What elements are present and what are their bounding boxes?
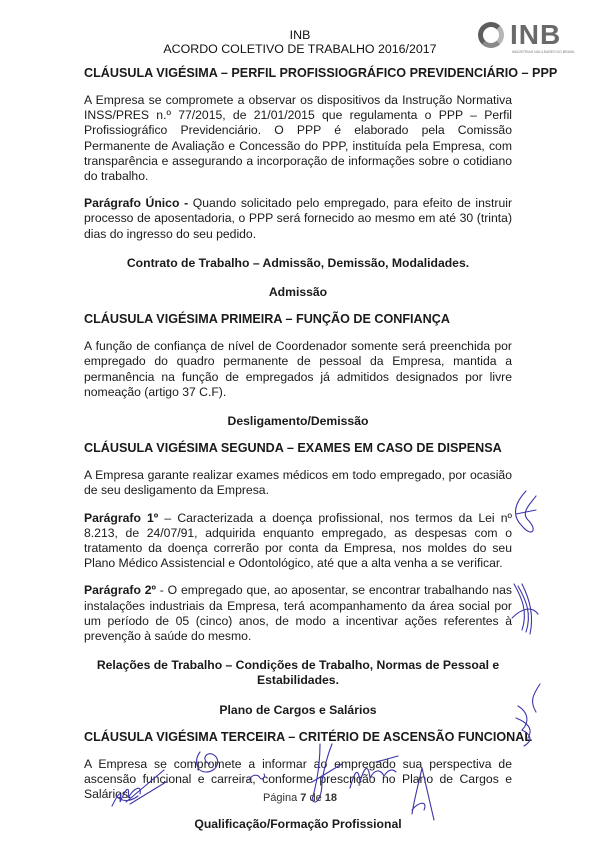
- clause-23-body: A Empresa se compromete a informar ao empregado sua perspectiva de ascensão funcional e carreira, conforme prescrição no Plano de Cargos e Salários.: [84, 756, 512, 802]
- clause-22-paragraph-1: [84, 511, 512, 572]
- header-org: INB: [289, 28, 311, 42]
- clause-22-paragraph-2: [84, 583, 512, 644]
- page-total: 18: [324, 792, 338, 804]
- page-footer: [0, 792, 600, 804]
- document-body: [84, 64, 558, 832]
- clause-20-body: A Empresa se compromete a observar os dispositivos da Instrução Normativa INSS/PRES n.º 77/2015, de 21/01/2015 que regulamenta o PPP – Perfil Profissiográfico Previdenciário. O PPP é elaborado pela Comissão Permanente de Avaliação e Concessão do PPP, instituída pela Empresa, com transparência e assegurando a incorporação de informações sobre o cotidiano do trabalho.: [84, 93, 512, 184]
- paragraph-label: Parágrafo Único -: [84, 196, 189, 211]
- paragraph-text: – Caracterizada a doença profissional, nos termos da Lei nº 8.213, de 24/07/91, adquirida enquanto empregado, as despesas com o tratamento da doença correrão por conta da Empresa, nos moldes do seu Plano Médico Assistencial e Odontológico, até que a alta venha a se verificar.: [84, 510, 512, 571]
- inb-logo: [478, 18, 596, 58]
- heading-contract: Contrato de Trabalho – Admissão, Demissão, Modalidades.: [126, 255, 470, 270]
- clause-22-body: A Empresa garante realizar exames médicos em todo empregado, por ocasião de seu desligamento da Empresa.: [84, 468, 512, 498]
- signature-initials-1: [506, 486, 546, 546]
- clause-22-title: CLÁUSULA VIGÉSIMA SEGUNDA – EXAMES EM CASO DE DISPENSA: [84, 441, 502, 456]
- paragraph-label: Parágrafo 2º: [84, 583, 156, 598]
- clause-20-title: CLÁUSULA VIGÉSIMA – PERFIL PROFISSIOGRÁFICO PREVIDENCIÁRIO – PPP: [84, 66, 558, 80]
- logo-wordmark: INB: [510, 19, 562, 50]
- clause-21-body: A função de confiança de nível de Coordenador somente será preenchida por empregado do quadro permanente de pessoal da Empresa, mantida a permanência na função de empregados já admitidos designados por livre nomeação (artigo 37 C.F).: [84, 339, 512, 399]
- paragraph-label: Parágrafo 1º: [84, 510, 159, 525]
- heading-relations: [84, 658, 512, 688]
- heading-relations-line-2: Estabilidades.: [257, 673, 339, 688]
- paragraph-text: Quando solicitado pelo empregado, para efeito de instruir processo de aposentadoria, o PPP será fornecido ao mesmo em até 30 (trinta) dias do ingresso do seu pedido.: [84, 196, 513, 241]
- page-separator: de: [309, 792, 322, 804]
- heading-admission: Admissão: [268, 285, 328, 300]
- clause-20-paragraph-unico: [84, 196, 512, 242]
- logo-ring-icon: [478, 22, 504, 48]
- heading-dismissal: Desligamento/Demissão: [227, 414, 369, 429]
- heading-qualification: Qualificação/Formação Profissional: [194, 816, 402, 831]
- heading-relations-line-1: Relações de Trabalho – Condições de Trabalho, Normas de Pessoal e: [96, 658, 500, 673]
- page-prefix: Página: [262, 792, 298, 804]
- clause-21-title: CLÁUSULA VIGÉSIMA PRIMEIRA – FUNÇÃO DE CONFIANÇA: [84, 312, 450, 327]
- clause-23-title: CLÁUSULA VIGÉSIMA TERCEIRA – CRITÉRIO DE ASCENSÃO FUNCIONAL: [84, 729, 533, 744]
- heading-salary-plan: Plano de Cargos e Salários: [219, 702, 377, 717]
- page-current: 7: [300, 792, 307, 804]
- logo-tagline: INDÚSTRIAS NUCLEARES DO BRASIL: [512, 50, 576, 54]
- signature-initials-2: [508, 578, 542, 638]
- paragraph-text: - O empregado que, ao aposentar, se encontrar trabalhando nas instalações industriais da Empresa, terá acompanhamento da área social por um período de 05 (cinco) anos, de modo a incentivar ações referentes à prevenção à saúde do mesmo.: [84, 583, 512, 644]
- header-title: ACORDO COLETIVO DE TRABALHO 2016/2017: [163, 42, 437, 56]
